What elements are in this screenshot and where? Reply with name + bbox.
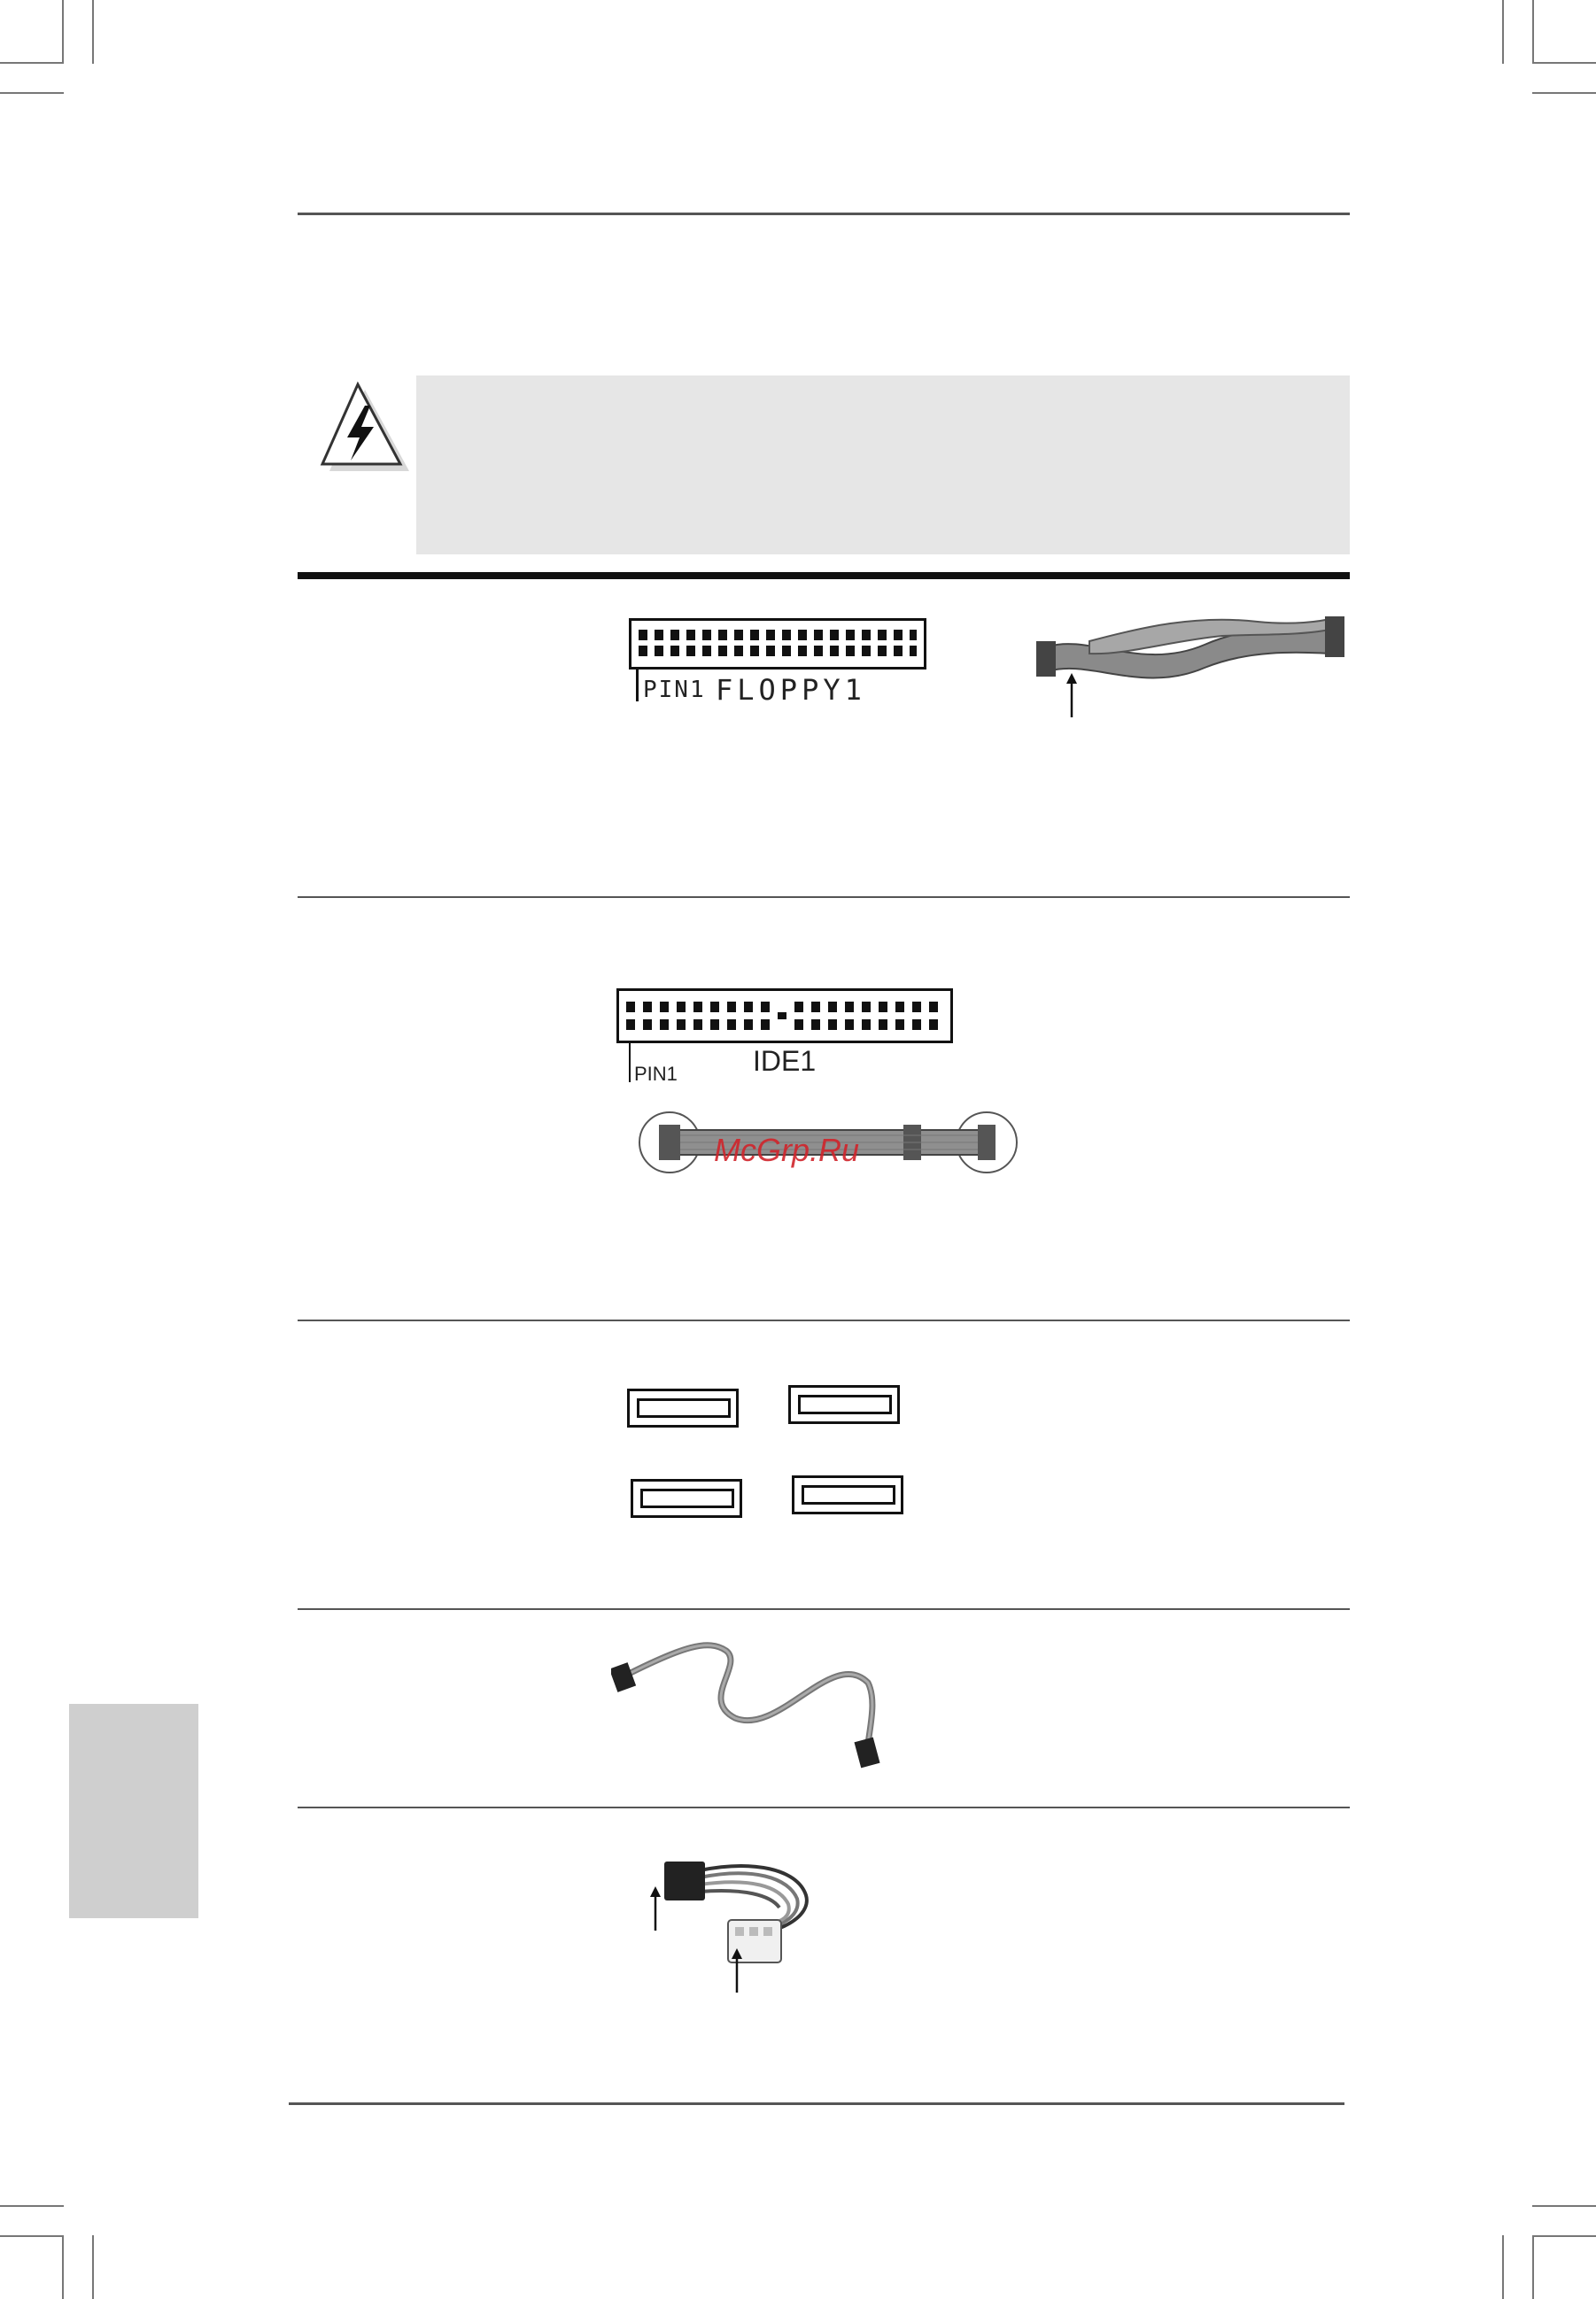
- section-rule-4: [298, 1807, 1350, 1808]
- warning-triangle-icon: [315, 379, 413, 476]
- ide-label: IDE1: [753, 1045, 817, 1077]
- footer-rule: [289, 2102, 1344, 2105]
- warning-icon-box: [315, 379, 413, 476]
- floppy-label: FLOPPY1: [716, 673, 866, 707]
- section-rule-3: [298, 1608, 1350, 1610]
- sata-power-arrow-2: [728, 1948, 746, 1993]
- ide-connector: [616, 988, 953, 1043]
- sata-connector-1: [627, 1389, 739, 1428]
- floppy-pin1-marker: [636, 670, 639, 701]
- sata-power-arrow-1: [647, 1886, 664, 1931]
- watermark: McGrp.Ru: [714, 1132, 860, 1168]
- header-rule: [298, 213, 1350, 215]
- floppy-cable-image: [1036, 609, 1346, 707]
- section-rule-1: [298, 896, 1350, 898]
- ide-pin1-marker: [629, 1041, 631, 1082]
- section-rule-2: [298, 1320, 1350, 1321]
- floppy-cable-icon: [1036, 609, 1346, 707]
- section-rule-thick: [298, 572, 1350, 579]
- ide-pin-label: PIN1: [634, 1063, 678, 1085]
- floppy-pin-label: PIN1: [643, 677, 706, 703]
- floppy-cable-arrow: [1063, 673, 1081, 717]
- side-tab: [69, 1704, 198, 1918]
- floppy-connector: [629, 618, 926, 670]
- sata-cable-image: [611, 1629, 895, 1771]
- sata-connector-4: [792, 1475, 903, 1514]
- sata-connector-3: [631, 1479, 742, 1518]
- warning-box: [416, 375, 1350, 554]
- sata-cable-icon: [611, 1629, 895, 1771]
- sata-connector-2: [788, 1385, 900, 1424]
